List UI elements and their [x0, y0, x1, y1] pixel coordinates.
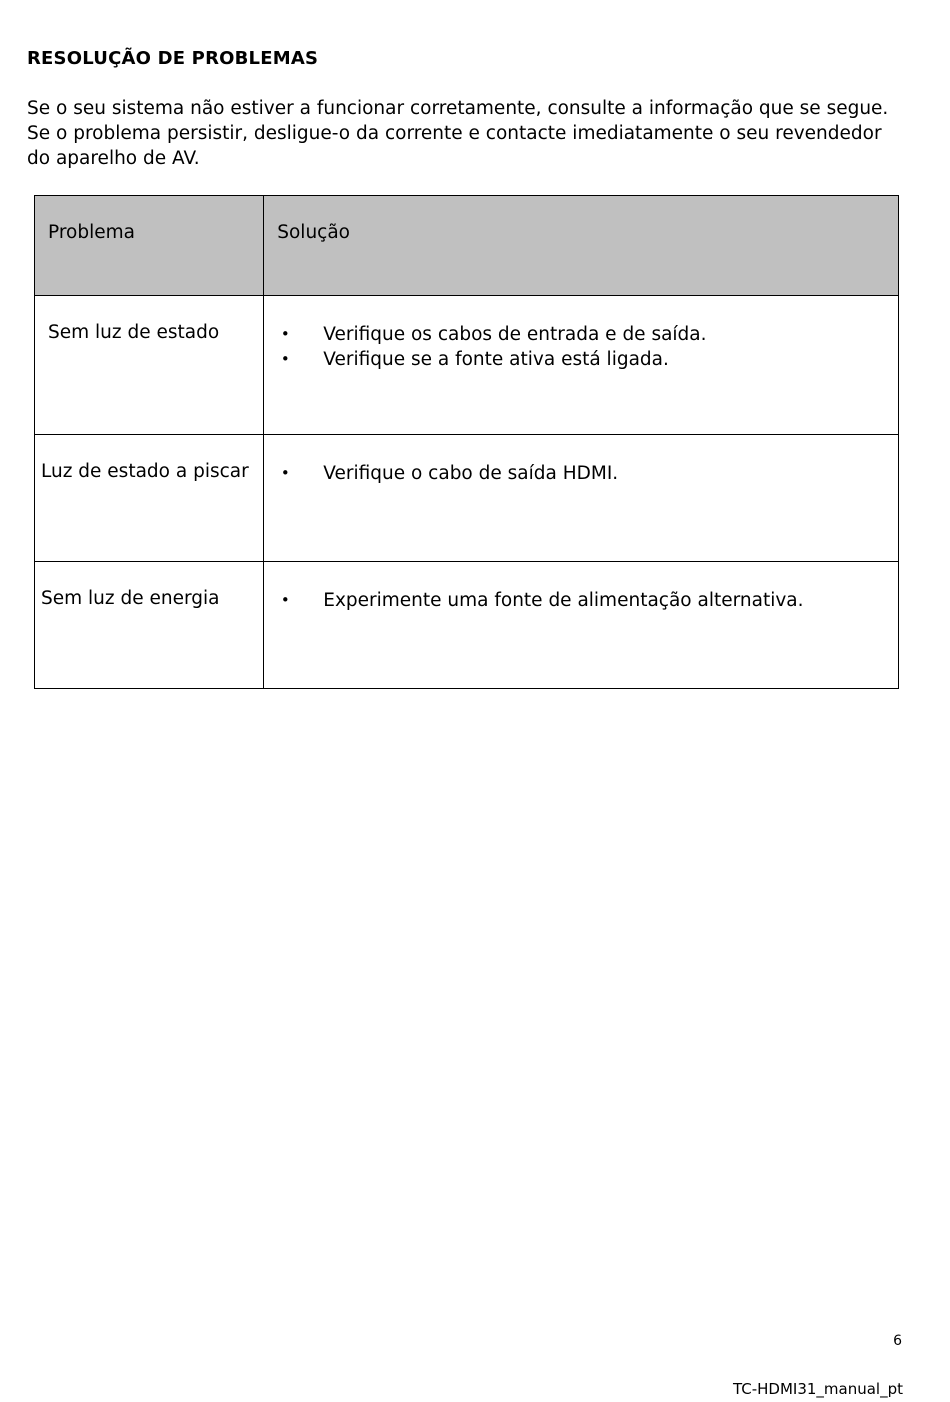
solution-cell: [264, 296, 899, 435]
solution-list: [264, 588, 898, 613]
header-problem: Problema: [35, 196, 264, 296]
solution-item: • Verifique os cabos de entrada e de saída.: [280, 324, 707, 345]
bullet-icon: •: [280, 350, 290, 368]
solution-item: • Experimente uma fonte de alimentação alternativa.: [280, 590, 804, 611]
problem-cell: [35, 296, 264, 435]
problem-text: Sem luz de energia: [41, 588, 220, 609]
solution-list: [264, 322, 898, 372]
solution-item: • Verifique o cabo de saída HDMI.: [280, 463, 619, 484]
section-heading: RESOLUÇÃO DE PROBLEMAS: [27, 48, 319, 69]
solution-cell: [264, 562, 899, 689]
table-header-row: [35, 196, 899, 296]
intro-paragraph: Se o seu sistema não estiver a funcionar corretamente, consulte a informação que se segue. Se o problema persistir, desligue-o da corrente e contacte imediatamente o seu revendedor do aparelho de AV.: [27, 98, 889, 169]
bullet-icon: •: [280, 464, 290, 482]
document-id: TC-HDMI31_manual_pt: [732, 1380, 903, 1398]
bullet-icon: •: [280, 325, 290, 343]
table-row: [35, 435, 899, 562]
troubleshooting-table: [34, 195, 899, 689]
problem-cell: [35, 562, 264, 689]
table-row: [35, 562, 899, 689]
header-solution: Solução: [264, 196, 899, 296]
problem-text: Sem luz de estado: [48, 322, 220, 343]
table-row: [35, 296, 899, 435]
bullet-icon: •: [280, 591, 290, 609]
problem-cell: [35, 435, 264, 562]
solution-item: • Verifique se a fonte ativa está ligada.: [280, 349, 669, 370]
page-number: 6: [893, 1333, 902, 1349]
problem-text: Luz de estado a piscar: [41, 461, 249, 482]
solution-cell: [264, 435, 899, 562]
solution-list: [264, 461, 898, 486]
